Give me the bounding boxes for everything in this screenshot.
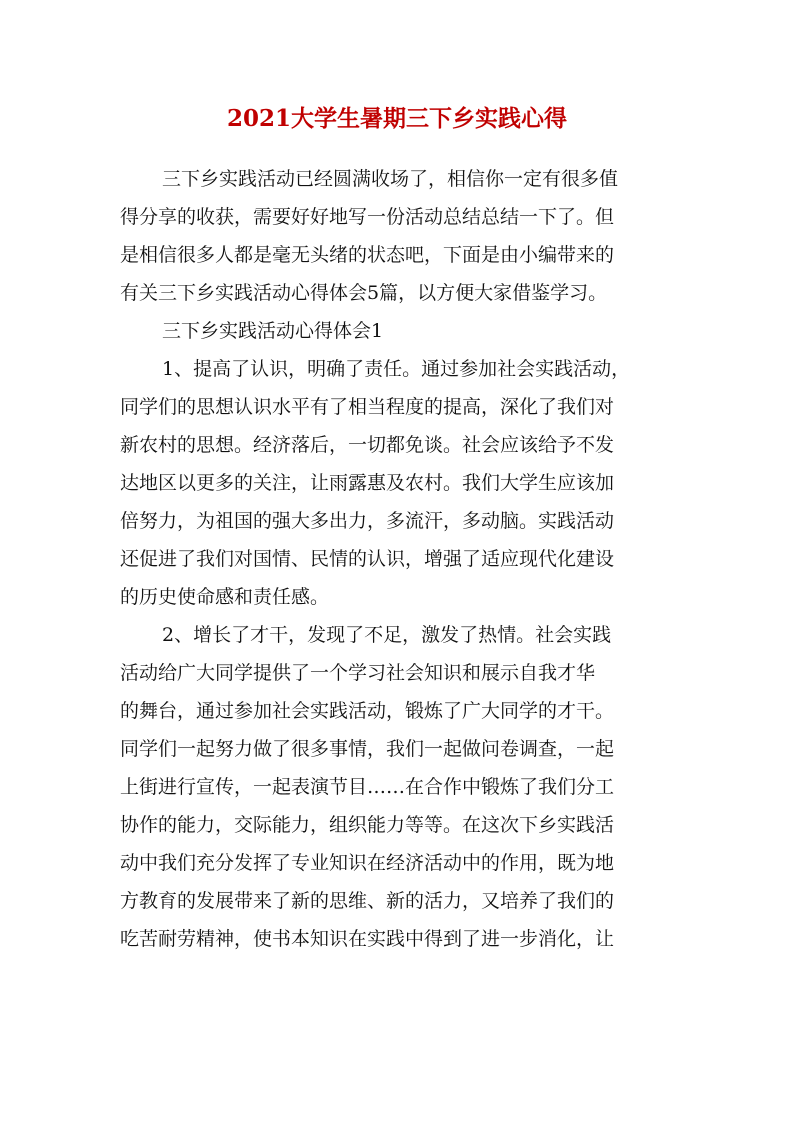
text-line: 同学们一起努力做了很多事情，我们一起做问卷调查，一起 [120,738,615,760]
text-line: 上街进行宣传，一起表演节目……在合作中锻炼了我们分工 [120,776,615,798]
text-line: 三下乡实践活动心得体会1 [162,320,384,342]
text-line: 活动给广大同学提供了一个学习社会知识和展示自我才华 [120,662,596,684]
text-line: 协作的能力，交际能力，组织能力等等。在这次下乡实践活 [120,814,615,836]
text-line: 1、提高了认识，明确了责任。通过参加社会实践活动， [162,358,631,380]
text-line: 同学们的思想认识水平有了相当程度的提高，深化了我们对 [120,396,615,418]
text-line: 倍努力，为祖国的强大多出力，多流汗，多动脑。实践活动 [120,510,615,532]
document-title: 2021大学生暑期三下乡实践心得 [226,105,567,132]
text-line: 动中我们充分发挥了专业知识在经济活动中的作用，既为地 [120,852,615,874]
text-line: 有关三下乡实践活动心得体会5篇，以方便大家借鉴学习。 [120,282,608,304]
text-line: 是相信很多人都是毫无头绪的状态吧，下面是由小编带来的 [120,244,615,266]
text-line: 吃苦耐劳精神，使书本知识在实践中得到了进一步消化，让 [120,928,615,950]
text-line: 新农村的思想。经济落后，一切都免谈。社会应该给予不发 [120,434,615,456]
text-line: 达地区以更多的关注，让雨露惠及农村。我们大学生应该加 [120,472,615,494]
document-body [120,160,680,958]
text-line: 的历史使命感和责任感。 [120,586,330,608]
text-line: 2、增长了才干，发现了不足，激发了热情。社会实践 [162,624,612,646]
text-line: 得分享的收获，需要好好地写一份活动总结总结一下了。但 [120,206,615,228]
text-line: 还促进了我们对国情、民情的认识，增强了适应现代化建设 [120,548,615,570]
text-line: 方教育的发展带来了新的思维、新的活力，又培养了我们的 [120,890,615,912]
text-line: 三下乡实践活动已经圆满收场了，相信你一定有很多值 [162,168,619,190]
text-line: 的舞台，通过参加社会实践活动，锻炼了广大同学的才干。 [120,700,615,722]
